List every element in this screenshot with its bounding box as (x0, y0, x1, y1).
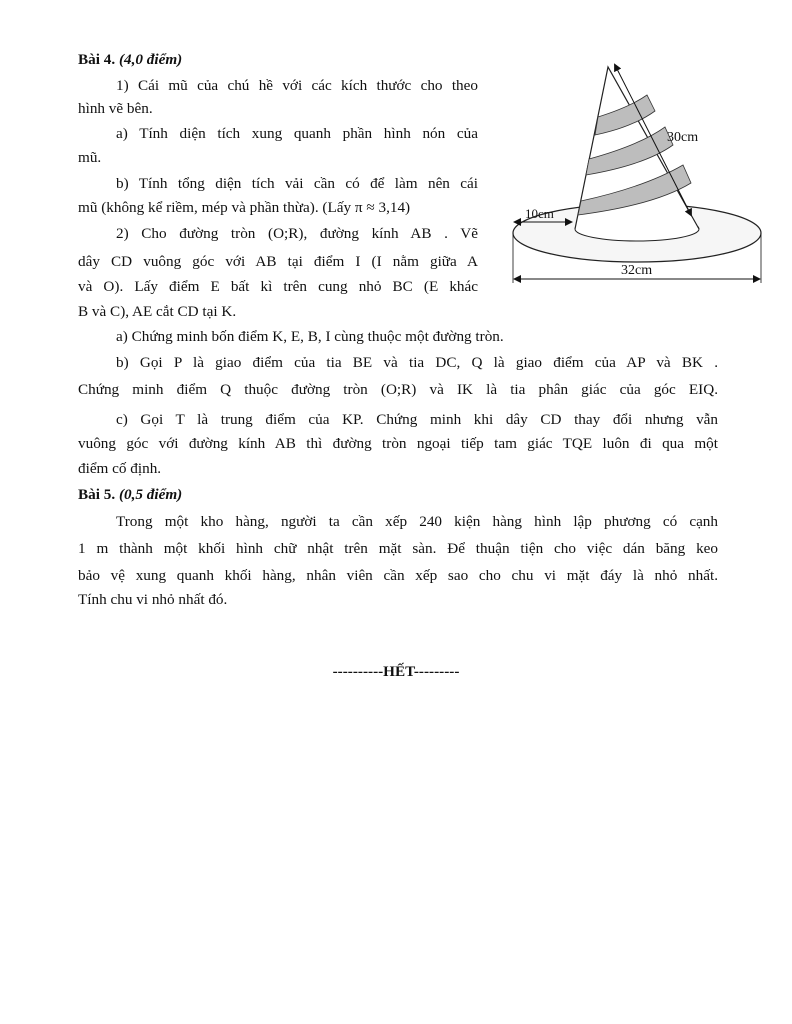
bai4-b-line1: b) Tính tổng diện tích vải cần có để làm nên cái (116, 175, 478, 192)
bai4-heading (78, 48, 182, 71)
bai5-title: Bài 5. (78, 486, 116, 503)
bai4-p2a: a) Chứng minh bốn điểm K, E, B, I cùng thuộc một đường tròn. (116, 328, 504, 345)
bai4-b-line2: mũ (không kể riềm, mép và phần thừa). (Lấy π ≈ 3,14) (78, 199, 411, 216)
slant-label: 30cm (667, 130, 699, 145)
bai4-p2-line3: và O). Lấy điểm E bất kì trên cung nhỏ BC (E khác (78, 278, 478, 295)
bai4-p2c-line3: điểm cố định. (78, 460, 162, 477)
bai5-points: (0,5 điểm) (118, 486, 183, 503)
bai4-a-line2: mũ. (78, 149, 102, 166)
bai4-p2b-line2: Chứng minh điểm Q thuộc đường tròn (O;R) và IK là tia phân giác của góc EIQ. (78, 381, 718, 398)
bai4-p2b-line1: b) Gọi P là giao điểm của tia BE và tia DC, Q là giao điểm của AP và BK . (116, 354, 718, 371)
bai4-p2c-line2: vuông góc với đường kính AB thì đường tròn ngoại tiếp tam giác TQE luôn đi qua một (78, 435, 718, 452)
bai4-points: (4,0 điểm) (118, 51, 183, 68)
bai5-heading (78, 483, 182, 506)
bai4-p1-line2: hình vẽ bên. (78, 100, 153, 117)
bai4-a-line1: a) Tính diện tích xung quanh phần hình nón của (116, 125, 478, 142)
bai5-line2: 1 m thành một khối hình chữ nhật trên mặt sàn. Để thuận tiện cho việc dán băng keo (78, 540, 718, 557)
bai4-p2-line4: B và C), AE cắt CD tại K. (78, 303, 237, 320)
bai4-p2-line1: 2) Cho đường tròn (O;R), đường kính AB . Vẽ (116, 225, 478, 242)
bai5-line1: Trong một kho hàng, người ta cần xếp 240 kiện hàng hình lập phương có cạnh (116, 513, 718, 530)
end-mark: ----------HẾT--------- (332, 663, 460, 680)
bai4-p2-line2: dây CD vuông góc với AB tại điểm I (I nằm giữa A (78, 253, 478, 270)
bai5-line4: Tính chu vi nhỏ nhất đó. (78, 591, 228, 608)
bai5-line3: bảo vệ xung quanh khối hàng, nhân viên cần xếp sao cho chu vi mặt đáy là nhỏ nhất. (78, 567, 718, 584)
clown-hat-figure (505, 55, 770, 290)
brim-label: 10cm (525, 206, 554, 221)
bai4-p2c-line1: c) Gọi T là trung điểm của KP. Chứng minh khi dây CD thay đổi nhưng vẫn (116, 411, 718, 428)
bai4-title: Bài 4. (78, 51, 116, 68)
diameter-label: 32cm (621, 263, 653, 278)
bai4-p1-line1: 1) Cái mũ của chú hề với các kích thước cho theo (116, 77, 478, 94)
